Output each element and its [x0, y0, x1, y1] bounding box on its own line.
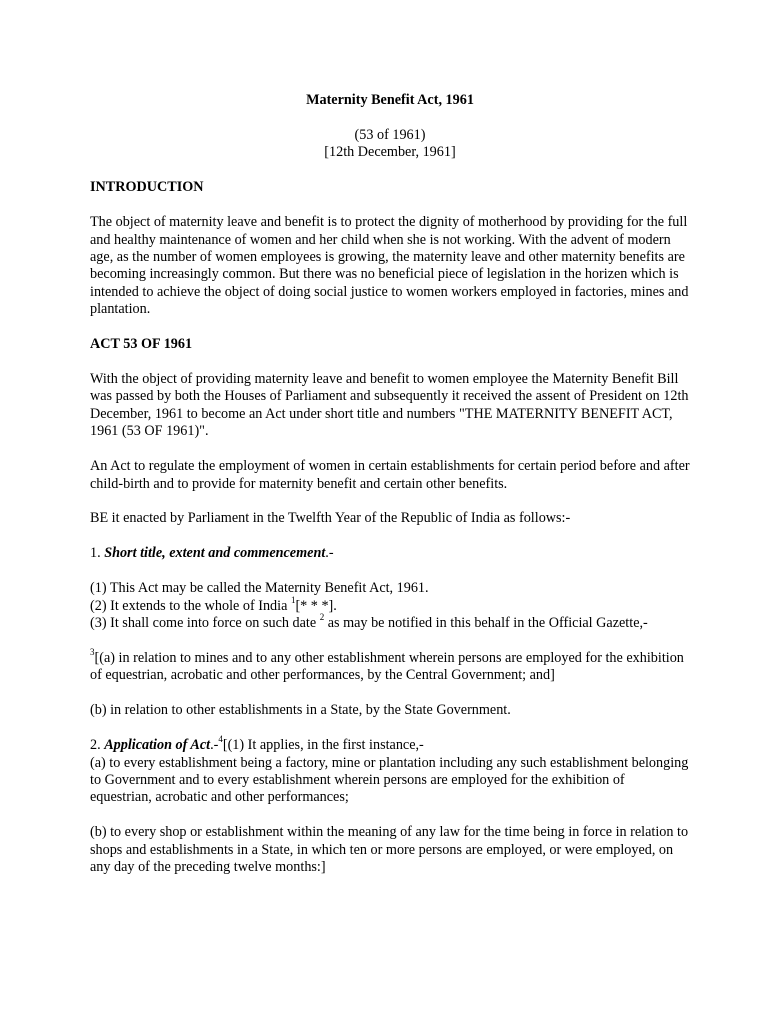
clause-2-end: [* * *]. — [295, 597, 337, 614]
clause-3-end: as may be notified in this behalf in the Official Gazette,- — [324, 615, 648, 632]
footnote-ref-3[interactable]: 3 — [90, 647, 95, 658]
document-title: Maternity Benefit Act, 1961 — [306, 92, 474, 108]
sub-a-text: [(a) in relation to mines and to any other establishment wherein persons are employed for the exhibition of equestrian, acrobatic and other performances, by the Central Government; and] — [90, 649, 684, 684]
introduction-paragraph: The object of maternity leave and benefit is to protect the dignity of motherhood by providing for the full and healthy maintenance of women and her child when she is not working. With the advent of modern age, as the number of women employees is growing, the maternity leave and other maternity benefits are becoming increasingly common. But there was no beneficial piece of legislation in the horizen which is intended to achieve the object of doing social justice to women workers employed in factories, mines and plantation. — [90, 214, 689, 318]
preamble-paragraph: An Act to regulate the employment of women in certain establishments for certain period before and after child-birth and to provide for maternity benefit and certain other benefits. — [90, 458, 690, 492]
section-2-clause-b: (b) to every shop or establishment within the meaning of any law for the time being in force in relation to shops and establishments in a State, in which ten or more persons are employed, or were employed, on any day of the preceding twelve months:] — [90, 824, 689, 876]
footnote-ref-1[interactable]: 1 — [290, 594, 296, 605]
section-1-title: Short title, extent and commencement — [104, 545, 326, 562]
enactment-paragraph: BE it enacted by Parliament in the Twelfth Year of the Republic of India as follows:- — [90, 510, 571, 527]
clause-3-text: (3) It shall come into force on such date — [90, 615, 320, 632]
section-1-suffix: .- — [325, 545, 334, 562]
section-2-heading — [90, 734, 690, 754]
document-page — [90, 92, 690, 877]
section-1-sub-a — [90, 647, 690, 685]
act-number: (53 of 1961) — [354, 126, 426, 143]
section-1-clause-2 — [90, 594, 690, 615]
footnote-ref-4[interactable]: 4 — [218, 734, 223, 745]
act-date: [12th December, 1961] — [324, 144, 456, 161]
footnote-ref-2[interactable]: 2 — [319, 612, 325, 623]
section-2-clause-a: (a) to every establishment being a factory, mine or plantation including any such establishment belonging to Government and to every establishment wherein persons are employed for the exhibition of equestrian, acrobatic and other performances; — [90, 754, 689, 806]
section-2-lead: [(1) It applies, in the first instance,- — [222, 737, 424, 754]
section-1-number: 1. — [90, 545, 105, 562]
section-2-title: Application of Act — [104, 737, 211, 754]
act-paragraph: With the object of providing maternity leave and benefit to women employee the Maternity Benefit Bill was passed by both the Houses of Parliament and subsequently it received the assent of President on 12th December, 1961 to become an Act under short title and numbers "THE MATERNITY BENEFIT ACT, 1961 (53 OF 1961)". — [90, 370, 689, 440]
section-2-number: 2. — [90, 737, 105, 754]
section-1-heading — [90, 545, 690, 562]
introduction-heading: INTRODUCTION — [90, 179, 204, 196]
section-2-suffix: .- — [210, 737, 219, 754]
act-heading: ACT 53 OF 1961 — [90, 336, 193, 353]
section-1-sub-b: (b) in relation to other establishments in a State, by the State Government. — [90, 702, 511, 719]
clause-2-text: (2) It extends to the whole of India — [90, 597, 291, 614]
section-1-clause-3 — [90, 612, 690, 632]
section-1-clause-1: (1) This Act may be called the Maternity Benefit Act, 1961. — [90, 580, 429, 597]
